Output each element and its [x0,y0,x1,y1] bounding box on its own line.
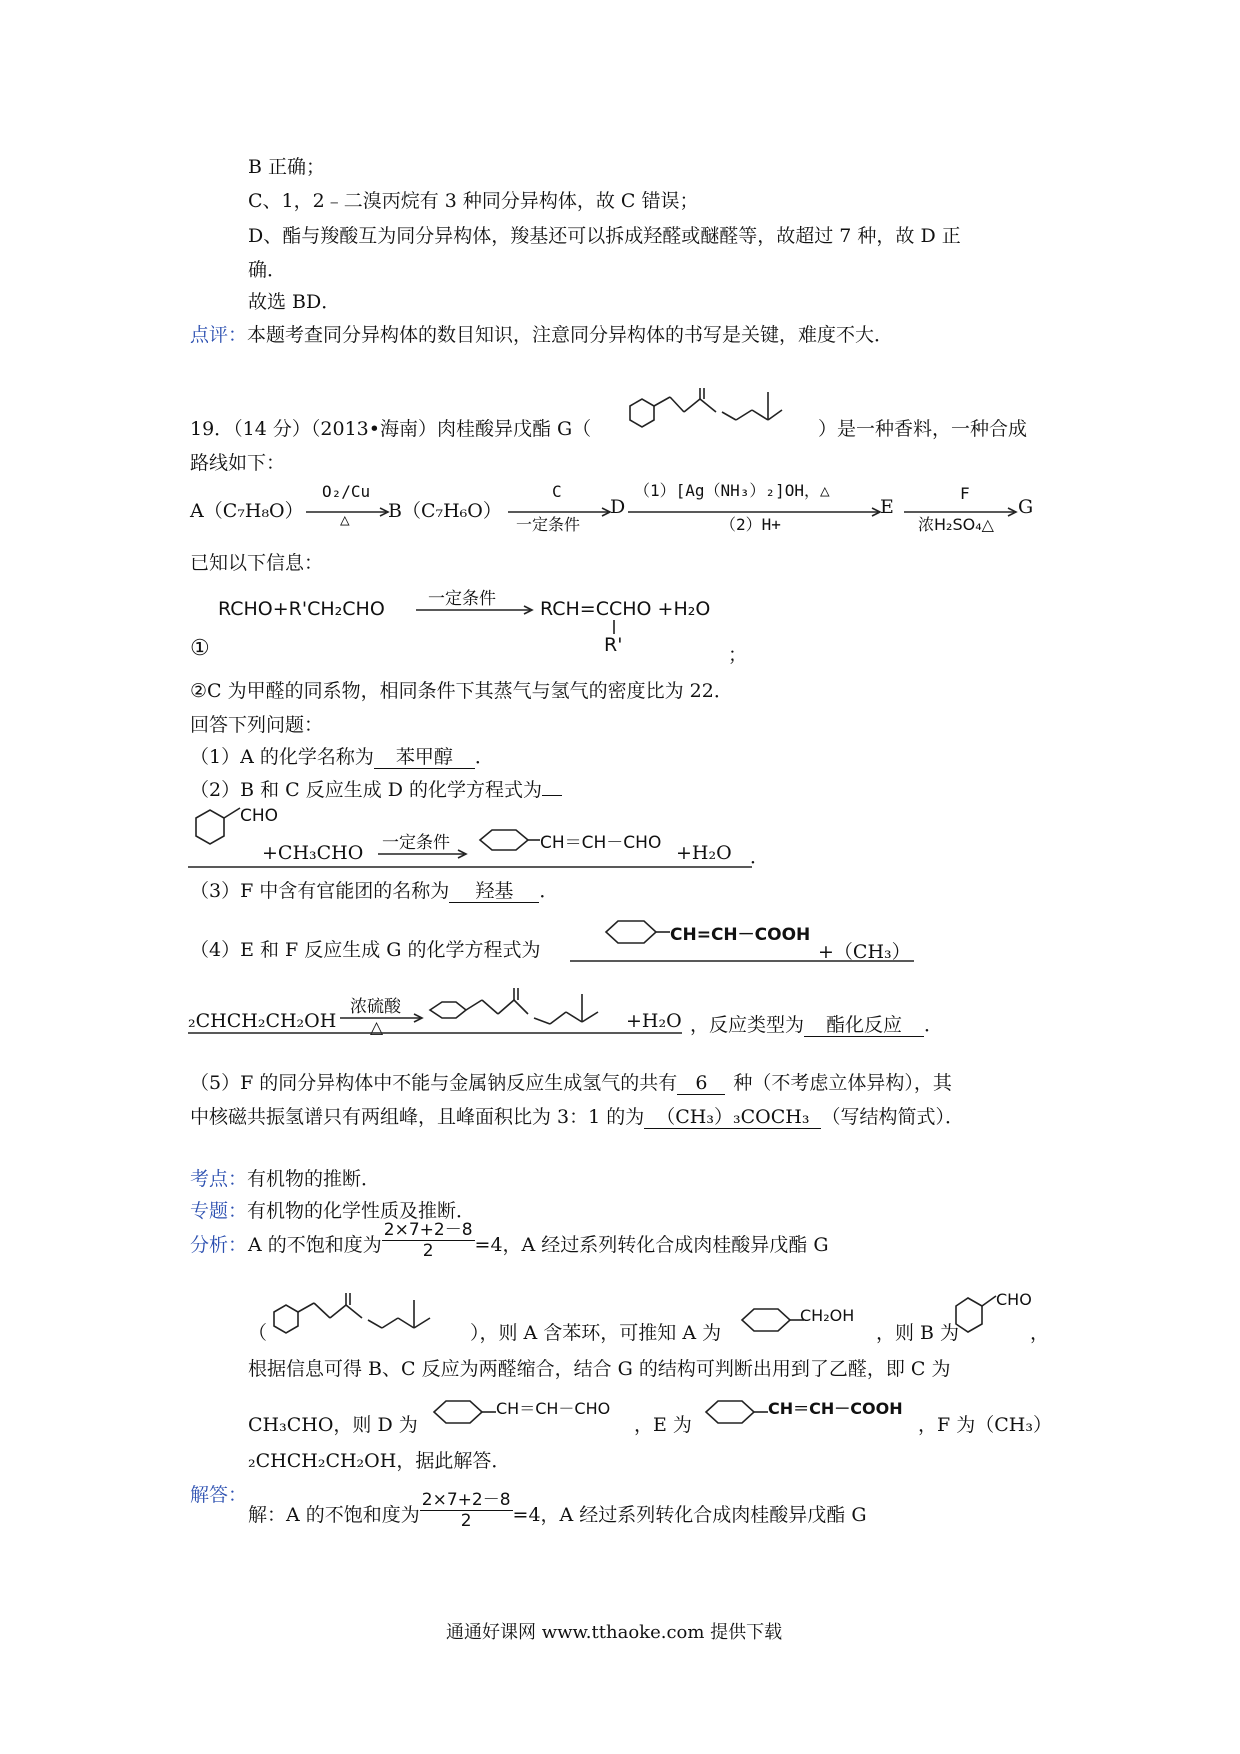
part5-question-d: （写结构简式）． [821,1106,964,1128]
structure-g-heading [612,384,812,444]
fenxi-line1-a: A 的不饱和度为 [248,1234,382,1256]
route-arrow3-top: （1）[Ag（NH₃）₂]OH，△ [634,481,830,500]
part4-condition: 浓硫酸 [350,997,401,1017]
fenxi-line2-a: ），则 A 含苯环，可推知 A 为 [470,1322,722,1344]
route-arrow1-top: O₂/Cu [322,482,371,501]
part2-end: ． [750,846,770,868]
comment-line [190,320,893,347]
info1-end: ； [728,644,748,666]
route-a: A（C₇H₈O） [190,500,304,522]
part4-type [690,1010,943,1037]
part4-plus: +（CH₃） [818,941,911,963]
part4-alcohol: ₂CHCH₂CH₂OH [188,1010,337,1032]
fenxi-line4-c: ，F 为（CH₃） [918,1414,1052,1436]
info1-condition: 一定条件 [428,589,496,609]
fenxi-line3: 根据信息可得 B、C 反应为两醛缩合，结合 G 的结构可判断出用到了乙醛，即 C 为 [248,1358,951,1380]
part4-acid-ring [600,912,674,952]
route-arrow2-top: C [552,482,562,501]
fenxi-line2-b: ，则 B 为 [876,1322,960,1344]
part2-underline [188,866,758,870]
part5-count-answer: 6 [677,1074,725,1095]
e-structure-ring [700,1392,774,1432]
jieda-line1-a: 解：A 的不饱和度为 [248,1504,420,1526]
jieda-fraction [420,1485,513,1531]
part2-product: CH＝CH－CHO [540,833,662,853]
q19-heading-a: 19．（14 分）（2013•海南）肉桂酸异戊酯 G（ [190,418,592,440]
part2-arrow [378,850,474,860]
part4-type-label: ，反应类型为 [690,1014,805,1036]
part1-answer: 苯甲醇 [374,748,475,769]
kaodian-label: 考点： [190,1168,248,1190]
info1-rhs: RCH=CCHO +H₂O [540,598,711,620]
part2-water: +H₂O [676,842,732,864]
info1-number: ① [190,636,210,661]
fenxi-line4-a: CH₃CHO，则 D 为 [248,1414,418,1436]
part1-end: ． [474,746,494,768]
part4-heat: △ [370,1018,384,1038]
part5-question-a: （5）F 的同分异构体中不能与金属钠反应生成氢气的共有 [190,1072,678,1094]
d-structure-chain: CH＝CH－CHO [496,1399,611,1418]
jieda-fraction-denominator: 2 [460,1511,472,1531]
jieda-fraction-numerator: 2×7+2－8 [420,1485,513,1511]
fenxi-line2-open: （ [248,1322,268,1344]
fenxi-line2-end: ， [1030,1322,1050,1344]
fraction-denominator: 2 [422,1241,434,1261]
benzyl-alcohol-group: CH₂OH [800,1306,855,1325]
part5-line2 [190,1102,964,1129]
route-arrow3-bot: （2）H+ [720,515,781,534]
info2: ②C 为甲醛的同系物，相同条件下其蒸气与氢气的密度比为 22． [190,680,733,702]
kaodian [190,1164,380,1191]
route-arrow1-bot: △ [340,510,350,529]
unsaturation-fraction [382,1215,475,1261]
info1-substituent: R' [604,634,623,656]
part3-answer: 羟基 [449,882,539,903]
part3-end: ． [539,880,559,902]
part5-question-b: 种（不考虑立体异构），其 [733,1072,952,1094]
route-e: E [880,496,894,518]
page-footer: 通通好课网 www.tthaoke.com 提供下载 [446,1622,783,1643]
part4-question: （4）E 和 F 反应生成 G 的化学方程式为 [190,939,541,961]
known-info-heading: 已知以下信息： [190,552,324,574]
part3-question: （3）F 中含有官能团的名称为 [190,880,450,902]
part4-underline2 [188,1032,688,1036]
q19-heading-b: ）是一种香料，一种合成 [818,418,1028,440]
structure-g-analysis [262,1290,462,1346]
part2-condition: 一定条件 [382,833,450,853]
d-structure-ring [428,1392,502,1432]
jieda-line1 [248,1490,867,1531]
answer-prompt: 回答下列问题： [190,714,324,736]
route-arrow2-bot: 一定条件 [516,515,581,534]
route-g: G [1018,496,1034,518]
part2-question [190,775,562,802]
answer-line: 故选 BD． [248,291,341,313]
part4-water: +H₂O [626,1010,682,1032]
part2-cho: CHO [240,806,279,826]
part3 [190,876,558,903]
part4-arrow [340,1014,430,1024]
part2-product-ring [474,820,544,860]
part1 [190,742,494,769]
line-d1: D、酯与羧酸互为同分异构体，羧基还可以拆成羟醛或醚醛等，故超过 7 种，故 D 正 [248,225,961,247]
q19-heading-c: 路线如下： [190,452,286,474]
comment-label: 点评： [190,324,248,346]
part1-question: （1）A 的化学名称为 [190,746,374,768]
jieda-line1-b: =4，A 经过系列转化合成肉桂酸异戊酯 G [512,1504,867,1526]
part2-question-text: （2）B 和 C 反应生成 D 的化学方程式为 [190,779,543,801]
part2-plus-acetaldehyde: +CH₃CHO [262,842,364,864]
zhuanti-label: 专题： [190,1200,248,1222]
route-arrow4-bot: 浓H₂SO₄△ [918,515,994,534]
route-b: B（C₇H₆O） [388,500,502,522]
part4-type-answer: 酯化反应 [804,1016,924,1037]
part5-line1 [190,1068,952,1095]
part4-underline1 [570,960,920,964]
line-d2: 确． [248,259,287,281]
info1-lhs: RCHO+R'CH₂CHO [218,598,385,620]
part4-type-end: ． [924,1014,944,1036]
kaodian-text: 有机物的推断． [247,1168,381,1190]
part5-structure-answer: （CH₃）₃COCH₃ [644,1108,821,1129]
jieda-label: 解答： [190,1484,248,1506]
fenxi-line4-b: ，E 为 [634,1414,692,1436]
part4-acid: CH=CH－COOH [670,925,811,945]
fenxi-line1-b: =4，A 经过系列转化合成肉桂酸异戊酯 G [474,1234,829,1256]
part5-question-c: 中核磁共振氢谱只有两组峰，且峰面积比为 3：1 的为 [190,1106,645,1128]
route-arrow4-top: F [960,484,970,503]
comment-text: 本题考查同分异构体的数目知识，注意同分异构体的书写是关键，难度不大． [247,324,894,346]
line-b: B 正确； [248,156,326,178]
fraction-numerator: 2×7+2－8 [382,1215,475,1241]
part4-ester [422,988,622,1038]
fenxi-label: 分析： [190,1234,248,1256]
benzaldehyde-group: CHO [996,1290,1032,1309]
fenxi-line1 [248,1220,829,1261]
info1-arrow [416,606,540,616]
route-arrow1 [306,508,396,518]
e-structure-chain: CH＝CH－COOH [768,1399,903,1418]
line-c: C、1，2﹣二溴丙烷有 3 种同分异构体，故 C 错误； [248,190,699,212]
zhuanti-text: 有机物的化学性质及推断． [247,1200,476,1222]
fenxi-line5: ₂CHCH₂CH₂OH，据此解答． [248,1450,511,1472]
route-d: D [610,496,626,518]
